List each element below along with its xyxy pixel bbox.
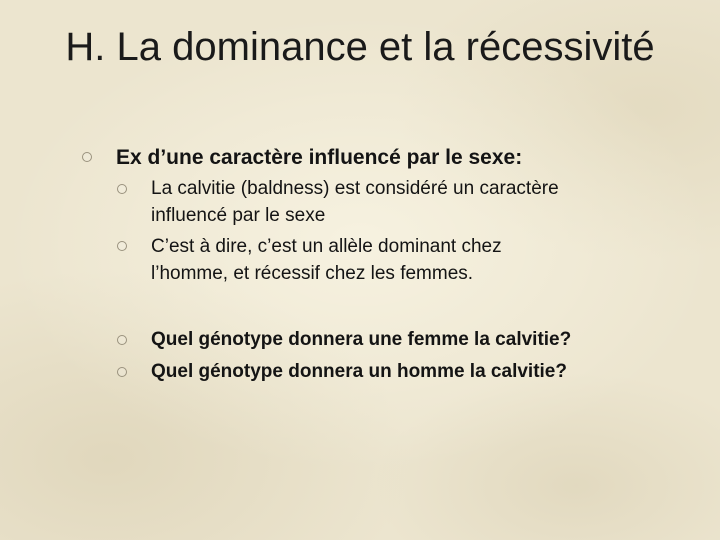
slide-title: H. La dominance et la récessivité <box>65 25 655 69</box>
bullet-circle-icon <box>117 241 127 251</box>
main-point: Ex d’une caractère influencé par le sexe: <box>116 146 523 169</box>
bullet-circle-icon <box>117 367 127 377</box>
sub-point-2-line-1: C’est à dire, c’est un allèle dominant chez <box>151 236 502 257</box>
question-1: Quel génotype donnera une femme la calvitie? <box>151 329 572 350</box>
sub-point-1-line-1: La calvitie (baldness) est considéré un caractère <box>151 178 559 199</box>
bullet-circle-icon <box>82 152 92 162</box>
bullet-circle-icon <box>117 335 127 345</box>
bullet-circle-icon <box>117 184 127 194</box>
sub-point-2-line-2: l’homme, et récessif chez les femmes. <box>151 263 474 284</box>
question-2: Quel génotype donnera un homme la calvitie? <box>151 361 567 382</box>
sub-point-1-line-2: influencé par le sexe <box>151 205 326 226</box>
